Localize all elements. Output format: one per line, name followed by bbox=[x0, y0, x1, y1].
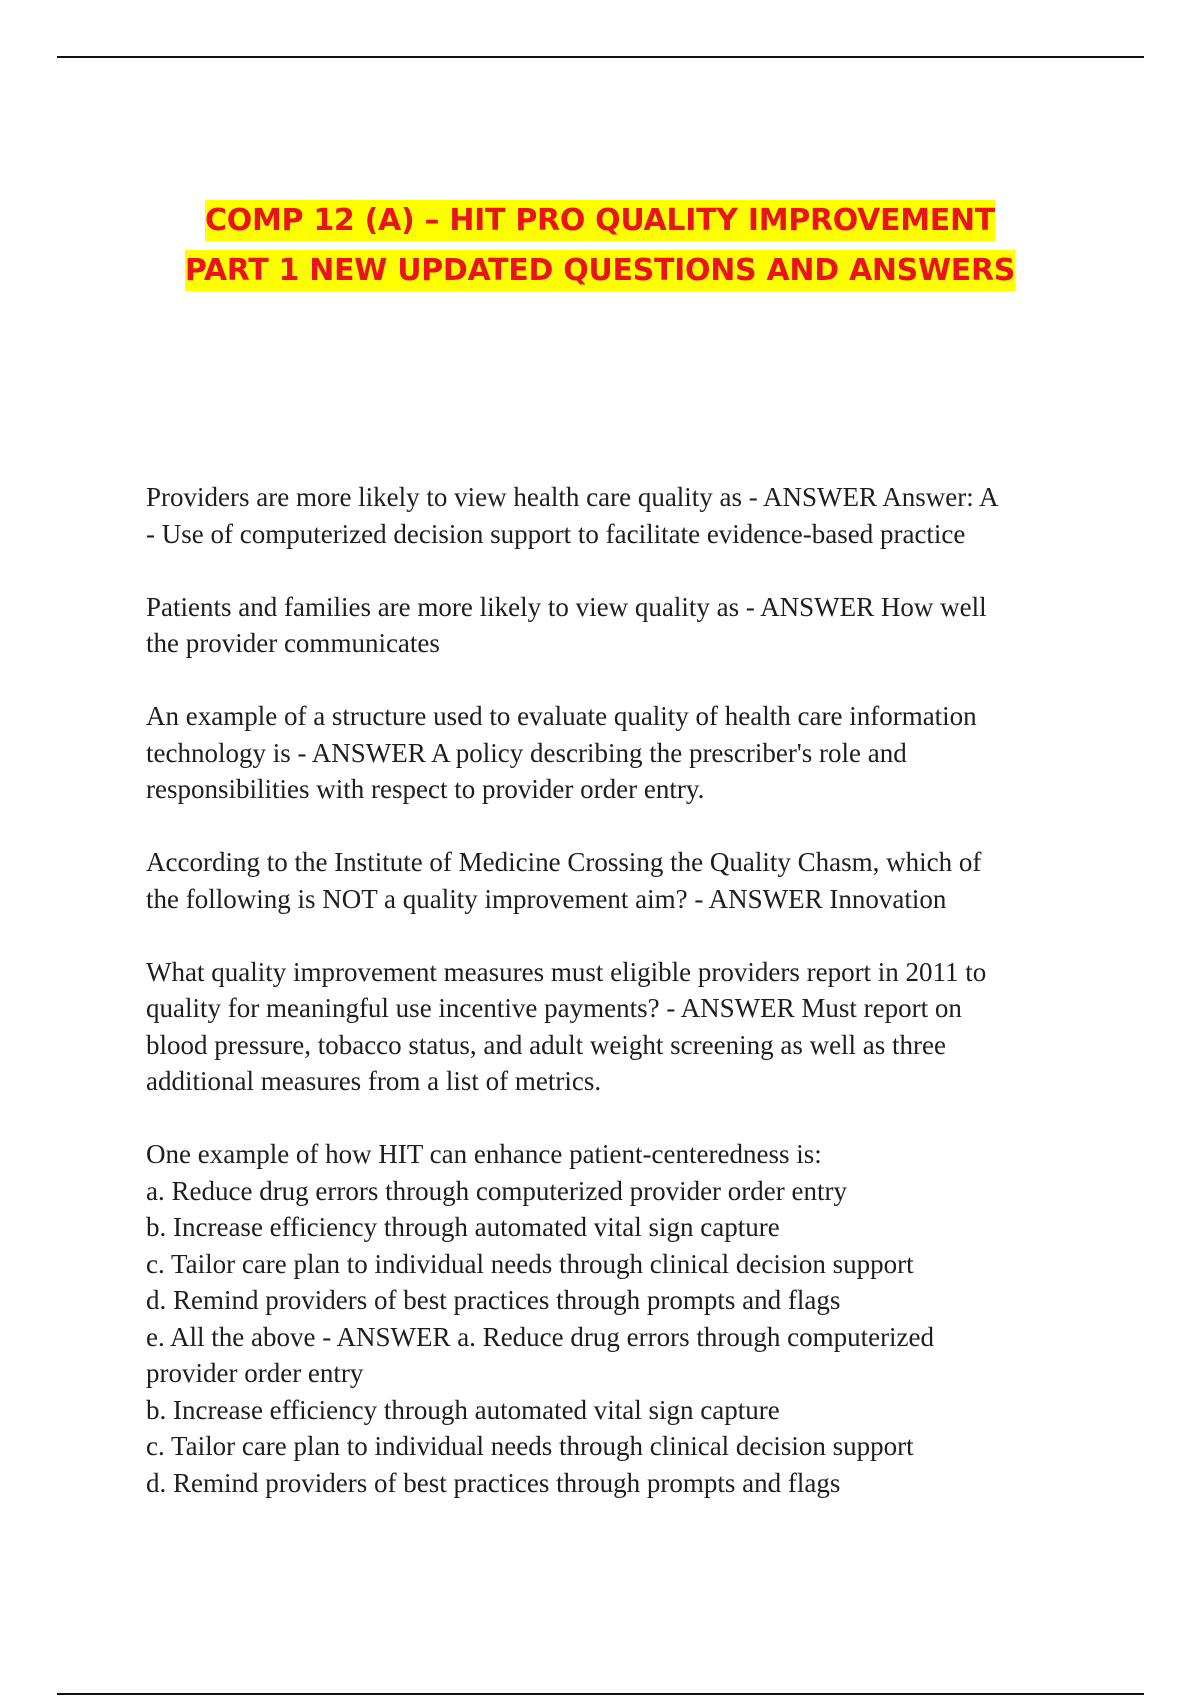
title-line-2: PART 1 NEW UPDATED QUESTIONS AND ANSWERS bbox=[185, 250, 1015, 291]
qa-line: the following is NOT a quality improvement aim? - ANSWER Innovation bbox=[146, 883, 947, 914]
qa-item bbox=[146, 1136, 1066, 1501]
qa-line: An example of a structure used to evaluate quality of health care information bbox=[146, 701, 977, 731]
qa-line: c. Tailor care plan to individual needs through clinical decision support bbox=[146, 1431, 914, 1461]
qa-line: Patients and families are more likely to view quality as - ANSWER How well bbox=[146, 591, 987, 622]
qa-line: technology is - ANSWER A policy describing the prescriber's role and bbox=[146, 737, 907, 768]
qa-line: quality for meaningful use incentive payments? - ANSWER Must report on bbox=[146, 993, 962, 1023]
bottom-rule bbox=[57, 1693, 1144, 1695]
qa-line: blood pressure, tobacco status, and adult weight screening as well as three bbox=[146, 1029, 947, 1060]
qa-line: According to the Institute of Medicine Crossing the Quality Chasm, which of bbox=[146, 847, 982, 877]
qa-item bbox=[146, 589, 1066, 662]
title-line-1: COMP 12 (A) – HIT PRO QUALITY IMPROVEMENT bbox=[205, 200, 995, 241]
qa-line: Providers are more likely to view health care quality as - ANSWER Answer: A bbox=[146, 482, 999, 512]
qa-body bbox=[146, 479, 1066, 1538]
qa-item bbox=[146, 698, 1066, 808]
qa-line: d. Remind providers of best practices through prompts and flags bbox=[146, 1285, 841, 1315]
qa-item bbox=[146, 479, 1066, 552]
qa-line: b. Increase efficiency through automated vital sign capture bbox=[146, 1394, 780, 1425]
qa-line: responsibilities with respect to provider order entry. bbox=[146, 774, 705, 804]
qa-line: One example of how HIT can enhance patient-centeredness is: bbox=[146, 1139, 822, 1169]
qa-line: the provider communicates bbox=[146, 628, 440, 658]
qa-line: c. Tailor care plan to individual needs through clinical decision support bbox=[146, 1248, 914, 1279]
document-title bbox=[0, 196, 1200, 296]
qa-line: What quality improvement measures must eligible providers report in 2011 to bbox=[146, 956, 987, 987]
qa-line: b. Increase efficiency through automated vital sign capture bbox=[146, 1212, 780, 1242]
qa-line: a. Reduce drug errors through computerized provider order entry bbox=[146, 1175, 847, 1206]
qa-line: provider order entry bbox=[146, 1358, 364, 1388]
top-rule bbox=[57, 56, 1144, 58]
qa-line: - Use of computerized decision support to facilitate evidence-based practice bbox=[146, 518, 966, 549]
qa-line: e. All the above - ANSWER a. Reduce drug errors through computerized bbox=[146, 1321, 935, 1352]
qa-item bbox=[146, 844, 1066, 917]
qa-line: additional measures from a list of metrics. bbox=[146, 1066, 602, 1096]
qa-line: d. Remind providers of best practices through prompts and flags bbox=[146, 1467, 841, 1498]
qa-item bbox=[146, 954, 1066, 1100]
